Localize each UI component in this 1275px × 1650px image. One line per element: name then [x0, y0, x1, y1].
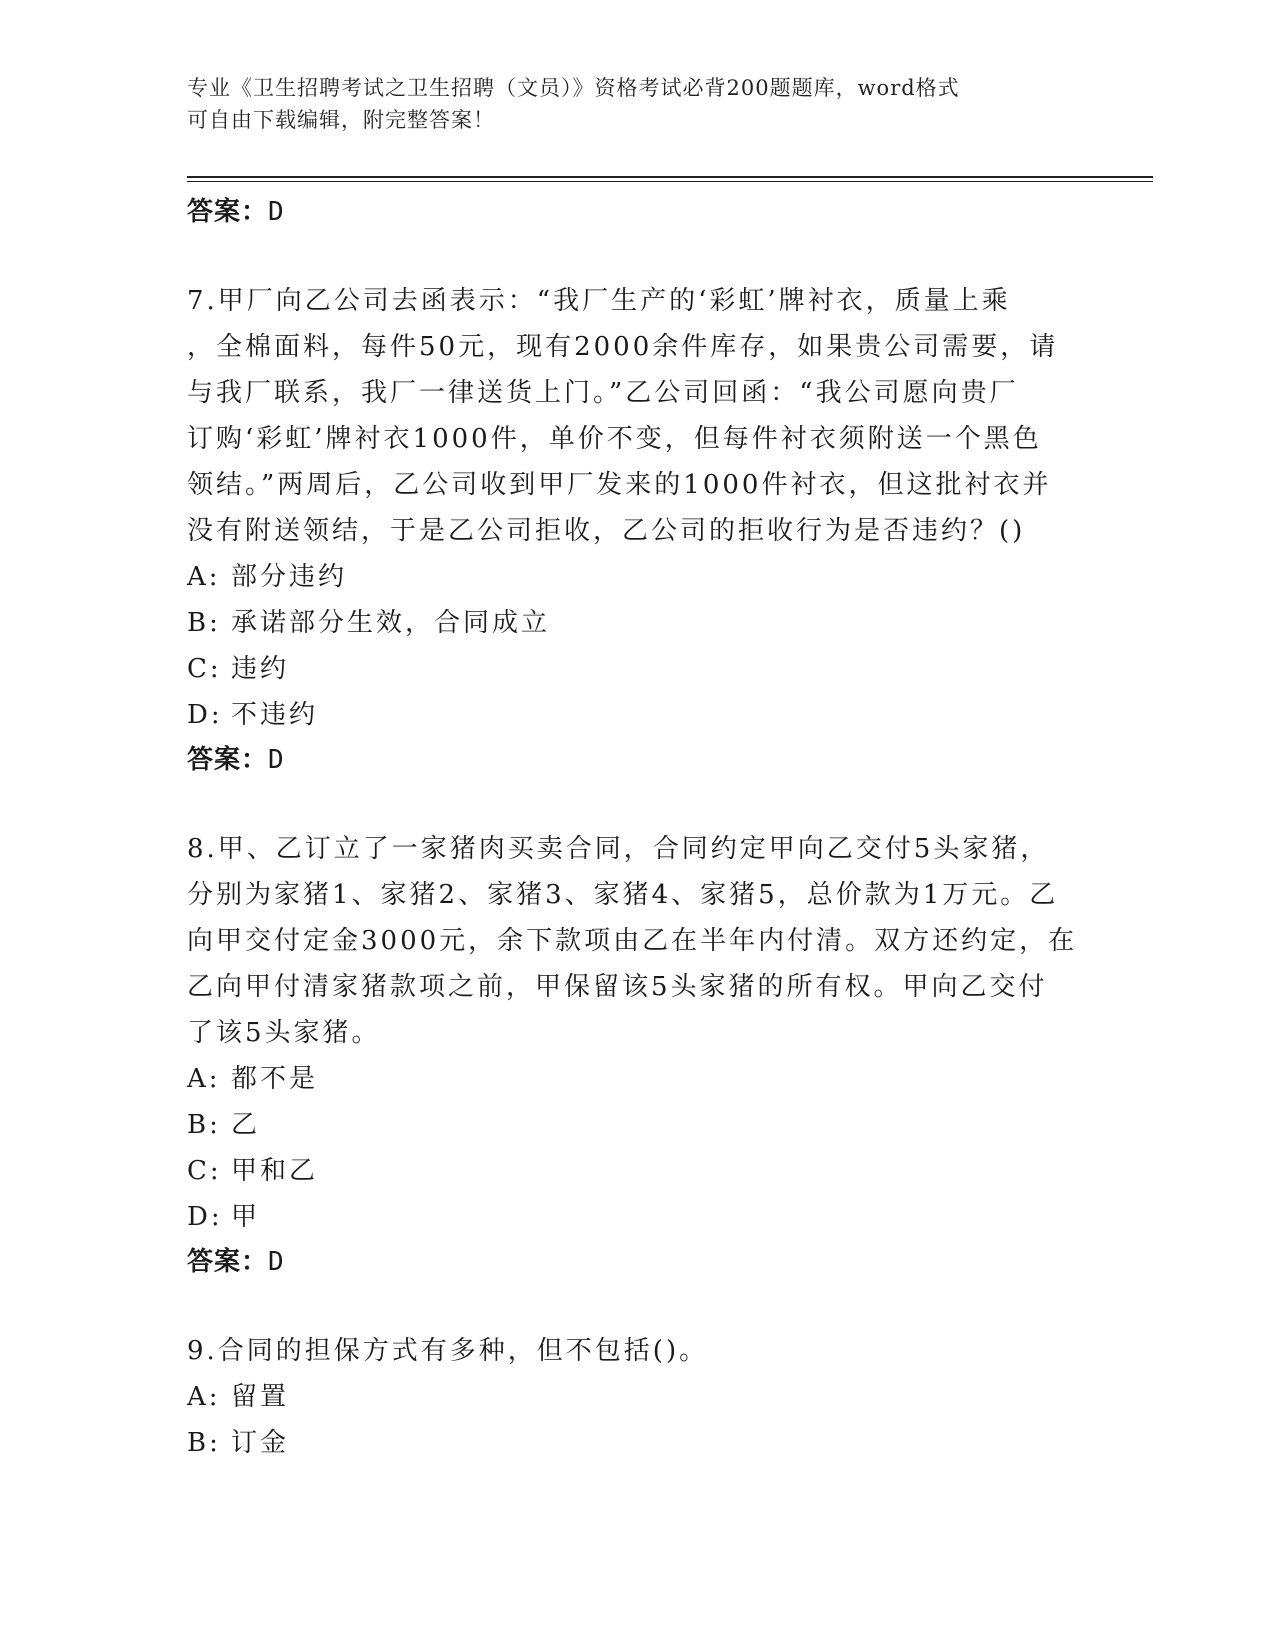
option-text: 留置 [231, 1382, 290, 1412]
question-7 [187, 278, 1087, 782]
option-text: 乙 [231, 1110, 261, 1140]
option-text: 甲和乙 [231, 1156, 319, 1186]
option-a [187, 1056, 1087, 1102]
option-key: D: [187, 700, 223, 730]
question-line: 向甲交付定金3000元，余下款项由乙在半年内付清。双方还约定，在 [187, 926, 1078, 956]
header-line-1: 专业《卫生招聘考试之卫生招聘（文员）》资格考试必背200题题库，word格式 [187, 76, 960, 100]
option-key: C: [187, 1156, 222, 1186]
option-text: 甲 [231, 1202, 261, 1232]
option-text: 违约 [231, 654, 290, 684]
option-b [187, 1102, 1087, 1148]
option-text: 订金 [231, 1428, 290, 1458]
spacer [187, 234, 1087, 278]
question-line: 9.合同的担保方式有多种，但不包括()。 [187, 1336, 709, 1366]
answer-prev [187, 190, 1087, 234]
option-a [187, 554, 1087, 600]
option-text: 承诺部分生效，合同成立 [231, 608, 551, 638]
question-line: 与我厂联系，我厂一律送货上门。”乙公司回函：“我公司愿向贵厂 [187, 378, 1019, 408]
question-line: 没有附送领结，于是乙公司拒收，乙公司的拒收行为是否违约？() [187, 516, 1026, 546]
option-d [187, 692, 1087, 738]
header-rule-thin [187, 181, 1153, 182]
option-key: D: [187, 1202, 223, 1232]
option-key: A: [187, 1382, 221, 1412]
question-line: 乙向甲付清家猪款项之前，甲保留该5头家猪的所有权。甲向乙交付 [187, 972, 1048, 1002]
answer-value: D [268, 745, 285, 775]
answer-q8 [187, 1240, 1087, 1284]
answer-value: D [268, 197, 285, 227]
option-text: 部分违约 [231, 562, 348, 592]
option-key: C: [187, 654, 222, 684]
question-line: 分别为家猪1、家猪2、家猪3、家猪4、家猪5，总价款为1万元。乙 [187, 880, 1059, 910]
option-d [187, 1194, 1087, 1240]
option-c [187, 1148, 1087, 1194]
option-a [187, 1374, 1087, 1420]
header-line-2: 可自由下载编辑，附完整答案！ [187, 108, 495, 132]
header-rule-thick [187, 176, 1153, 178]
option-key: B: [187, 1110, 221, 1140]
document-body [187, 190, 1087, 1466]
option-b [187, 600, 1087, 646]
question-line: ，全棉面料，每件50元，现有2000余件库存，如果贵公司需要，请 [187, 332, 1059, 362]
option-key: A: [187, 1064, 221, 1094]
answer-label: 答案： [187, 1247, 269, 1277]
answer-label: 答案： [187, 197, 269, 227]
question-line: 了该5头家猪。 [187, 1018, 381, 1048]
question-8 [187, 826, 1087, 1284]
spacer [187, 1284, 1087, 1328]
question-line: 7.甲厂向乙公司去函表示：“我厂生产的‘彩虹’牌衬衣，质量上乘 [187, 286, 1011, 316]
option-key: B: [187, 1428, 221, 1458]
document-header [187, 72, 1087, 136]
question-line: 8.甲、乙订立了一家猪肉买卖合同，合同约定甲向乙交付5头家猪， [187, 834, 1050, 864]
option-text: 都不是 [231, 1064, 319, 1094]
option-key: B: [187, 608, 221, 638]
option-text: 不违约 [231, 700, 319, 730]
question-9 [187, 1328, 1087, 1466]
spacer [187, 782, 1087, 826]
question-line: 领结。”两周后，乙公司收到甲厂发来的1000件衬衣，但这批衬衣并 [187, 470, 1052, 500]
answer-value: D [268, 1247, 285, 1277]
option-c [187, 646, 1087, 692]
answer-label: 答案： [187, 745, 269, 775]
answer-q7 [187, 738, 1087, 782]
option-b [187, 1420, 1087, 1466]
option-key: A: [187, 562, 221, 592]
question-line: 订购‘彩虹’牌衬衣1000件，单价不变，但每件衬衣须附送一个黑色 [187, 424, 1042, 454]
